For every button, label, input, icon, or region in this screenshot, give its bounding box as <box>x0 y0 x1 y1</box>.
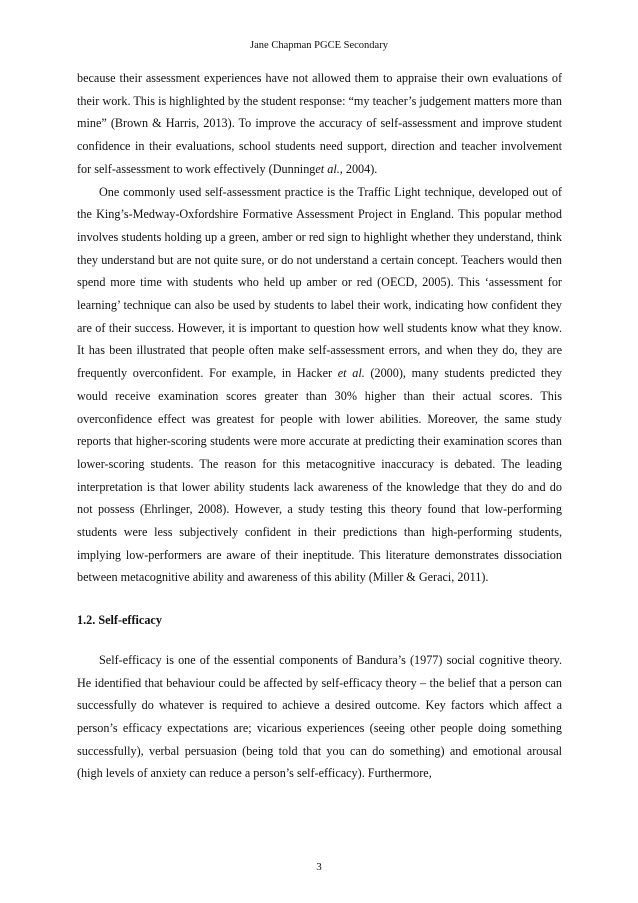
section-heading: 1.2. Self-efficacy <box>77 613 162 628</box>
page-number: 3 <box>316 861 322 873</box>
page-body <box>77 67 562 785</box>
citation-et-al: et al. <box>337 366 365 381</box>
paragraph-continuation <box>77 67 562 181</box>
paragraph-2-text-b: (2000), many students predicted they would receive examination scores greater than 30% higher than their actual scores. This overconfidence effect was greatest for people with lower abilities. Moreover, the same study reports that higher-scoring students were more accurate at predicting their examination scores than lower-scoring students. The reason for this metacognitive inaccuracy is debated. The leading interpretation is that lower ability students lack awareness of the knowledge that they do and do not possess (Ehrlinger, 2008). However, a study testing this theory found that low-performing students were less subjectively confident in their predictions than high-performing students, implying low-performers are aware of their ineptitude. This literature demonstrates dissociation between metacognitive ability and awareness of this ability (Miller & Geraci, 2011). <box>77 366 563 585</box>
paragraph-traffic-light <box>77 181 562 590</box>
paragraph-1-end: 2004). <box>342 161 378 176</box>
paragraph-1-text: because their assessment experiences have not allowed them to appraise their own evaluations of their work. This is highlighted by the student response: “my teacher’s judgement matters more than mine” (Brown & Harris, 2013). To improve the accuracy of self-assessment and improve student confidence in their evaluations, school students need support, direction and teacher involvement for self-assessment to work effectively (Dunning <box>77 71 562 176</box>
citation-et-al: et al., <box>315 161 343 176</box>
paragraph-self-efficacy: Self-efficacy is one of the essential components of Bandura’s (1977) social cognitive theory. He identified that behaviour could be affected by self-efficacy theory – the belief that a person can successfully do whatever is required to achieve a desired outcome. Key factors which affect a person’s efficacy expectations are; vicarious experiences (seeing other people doing something successfully), verbal persuasion (being told that you can do something) and emotional arousal (high levels of anxiety can reduce a person’s self-efficacy). Furthermore, <box>77 652 562 781</box>
running-header: Jane Chapman PGCE Secondary <box>250 40 388 51</box>
paragraph-2-text-a: One commonly used self-assessment practice is the Traffic Light technique, developed out of the King’s-Medway-Oxfordshire Formative Assessment Project in England. This popular method involves students holding up a green, amber or red sign to highlight whether they understand, think they understand but are not quite sure, or do not understand a certain concept. Teachers would then spend more time with students who held up amber or red (OECD, 2005). This ‘assessment for learning’ technique can also be used by students to label their work, indicating how confident they are of their success. However, it is important to question how well students know what they know. It has been illustrated that people often make self-assessment errors, and when they do, they are frequently overconfident. For example, in Hacker <box>77 184 562 381</box>
